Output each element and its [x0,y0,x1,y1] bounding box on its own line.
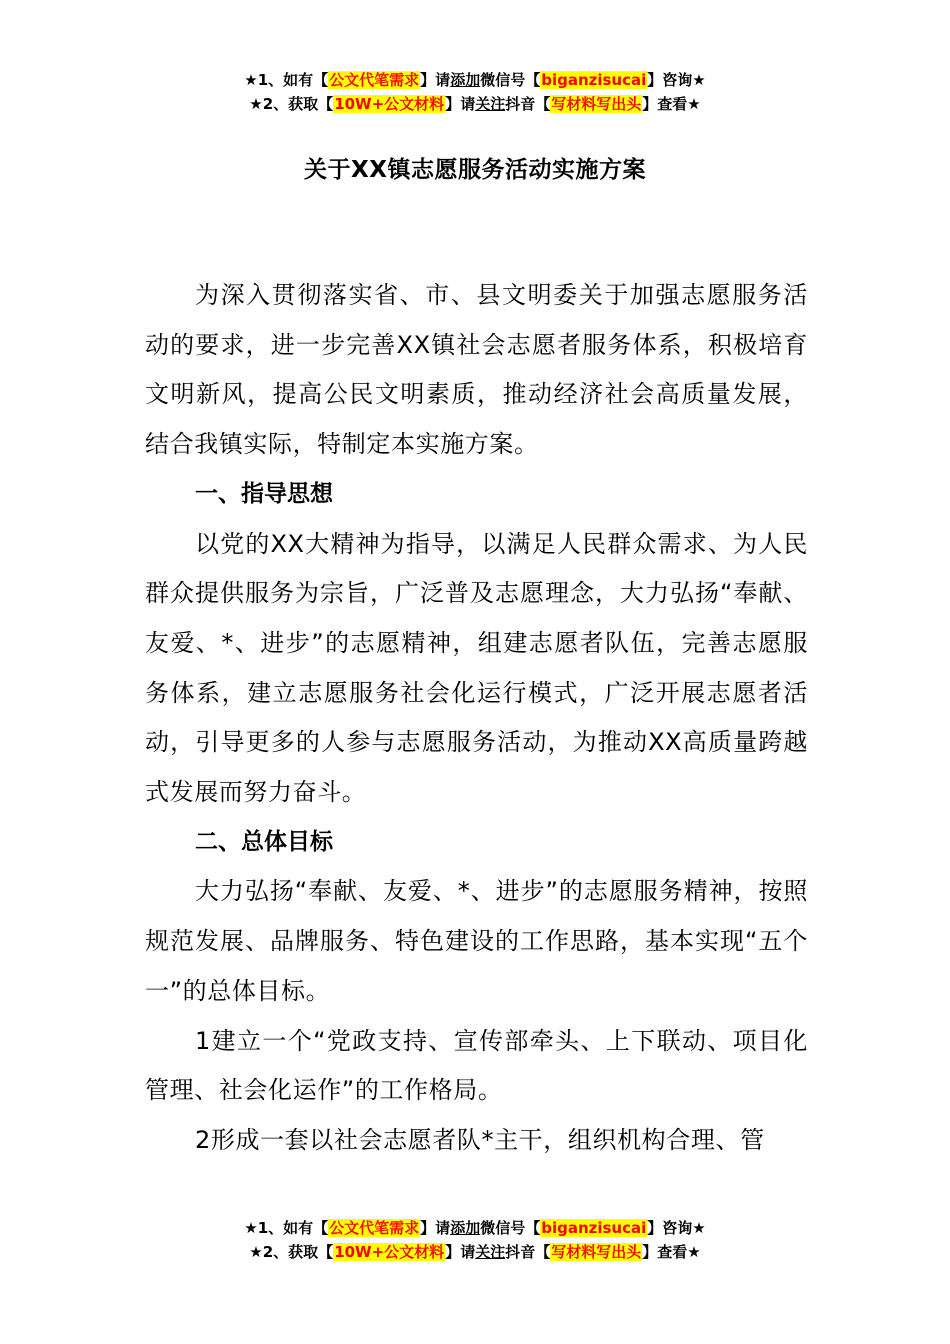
body-paragraph: 2形成一套以社会志愿者队*主干，组织机构合理、管 [195,1125,765,1154]
promo-text: 微信号【 [480,1219,541,1237]
promo-underline: 关注 [475,95,506,113]
promo-highlight: biganzisucai [541,71,647,89]
promo-highlight: 公文代笔需求 [329,1219,420,1237]
intro-paragraph: 为深入贯彻落实省、市、县文明委关于加强志愿服务活动的要求，进一步完善XX镇社会志愿者服务体系，积极培育文明新风，提高公民文明素质，推动经济社会高质量发展，结合我镇实际，特制定本实施方案。 [145,281,808,459]
promo-underline: 添加 [450,1219,481,1237]
promo-text: 抖音【 [505,1243,551,1261]
promo-text: 】请 [445,95,476,113]
promo-text: 】查看★ [642,95,701,113]
promo-highlight: 写材料写出头 [551,95,642,113]
promo-highlight: 公文代笔需求 [329,71,420,89]
promo-text: 微信号【 [480,71,541,89]
promo-line-2 [0,92,950,116]
promo-underline: 添加 [450,71,481,89]
promo-banner-bottom [0,1216,950,1264]
promo-text: 】咨询★ [647,71,706,89]
promo-underline: 关注 [475,1243,506,1261]
promo-line-2 [0,1240,950,1264]
promo-text: 】请 [420,1219,451,1237]
body-paragraph: 以党的XX大精神为指导，以满足人民群众需求、为人民群众提供服务为宗旨，广泛普及志愿理念，大力弘扬“奉献、友爱、*、进步”的志愿精神，组建志愿者队伍，完善志愿服务体系，建立志愿服务社会化运行模式，广泛开展志愿者活动，引导更多的人参与志愿服务活动，为推动XX高质量跨越式发展而努力奋斗。 [145,529,808,807]
promo-text: ★2、获取【 [249,95,334,113]
section-heading: 一、指导思想 [195,480,333,507]
promo-highlight: biganzisucai [541,1219,647,1237]
promo-line-1 [0,1216,950,1240]
promo-text: 】咨询★ [647,1219,706,1237]
promo-text: ★1、如有【 [244,71,329,89]
document-body [145,271,808,1166]
promo-text: 抖音【 [505,95,551,113]
promo-text: 】请 [420,71,451,89]
promo-highlight: 10W+公文材料 [334,1243,445,1261]
body-paragraph: 大力弘扬“奉献、友爱、*、进步”的志愿服务精神，按照规范发展、品牌服务、特色建设的工作思路，基本实现“五个一”的总体目标。 [145,877,808,1005]
promo-text: ★2、获取【 [249,1243,334,1261]
promo-text: 】查看★ [642,1243,701,1261]
promo-line-1 [0,68,950,92]
document-title: 关于XX镇志愿服务活动实施方案 [304,157,646,183]
body-paragraph: 1建立一个“党政支持、宣传部牵头、上下联动、项目化管理、社会化运作”的工作格局。 [145,1026,808,1105]
promo-text: 】请 [445,1243,476,1261]
promo-banner-top [0,68,950,116]
promo-highlight: 写材料写出头 [551,1243,642,1261]
section-heading: 二、总体目标 [195,828,333,855]
promo-text: ★1、如有【 [244,1219,329,1237]
promo-highlight: 10W+公文材料 [334,95,445,113]
